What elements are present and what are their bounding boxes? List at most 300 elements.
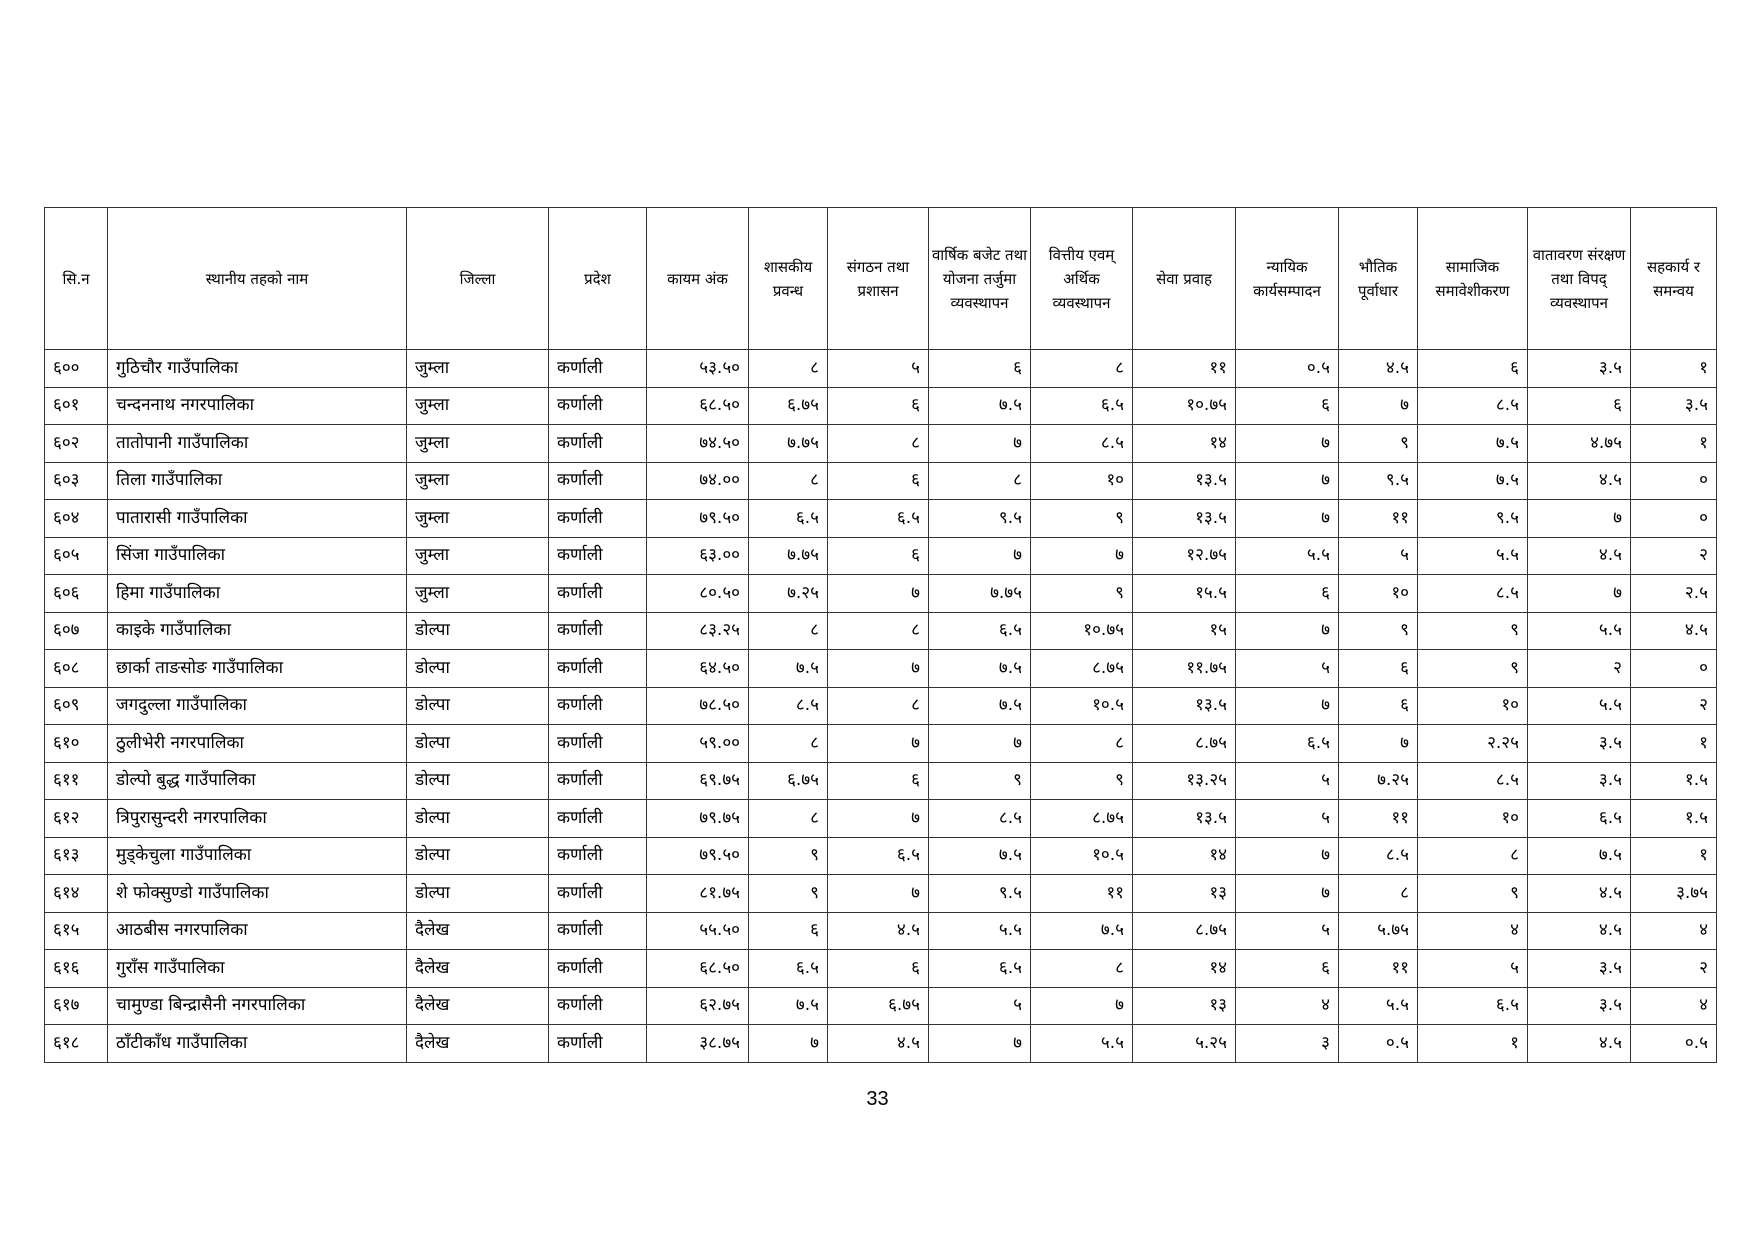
table-cell: ८ xyxy=(1339,875,1418,913)
table-cell: ७ xyxy=(1528,575,1631,613)
table-cell: ५ xyxy=(929,987,1031,1025)
table-cell: ११ xyxy=(1339,500,1418,538)
table-cell: ५.५ xyxy=(1528,687,1631,725)
table-cell: ३.५ xyxy=(1528,762,1631,800)
table-cell: कर्णाली xyxy=(549,875,647,913)
table-cell: ७८.५० xyxy=(647,687,749,725)
table-cell: ४ xyxy=(1418,912,1528,950)
table-cell: ८.५ xyxy=(1031,425,1133,463)
table-cell: ८ xyxy=(749,725,828,763)
table-cell: ६०९ xyxy=(45,687,108,725)
table-cell: ७ xyxy=(828,875,929,913)
table-cell: ६.५ xyxy=(1031,387,1133,425)
column-header: शासकीय प्रवन्ध xyxy=(749,208,828,350)
table-cell: कर्णाली xyxy=(549,350,647,388)
table-cell: ४.५ xyxy=(1528,537,1631,575)
column-header: न्यायिक कार्यसम्पादन xyxy=(1236,208,1339,350)
table-cell: ४ xyxy=(1631,987,1717,1025)
table-cell: कर्णाली xyxy=(549,425,647,463)
table-cell: ९ xyxy=(1031,575,1133,613)
table-cell: मुड्केचुला गाउँपालिका xyxy=(108,837,407,875)
table-cell: ७ xyxy=(828,800,929,838)
table-cell: जुम्ला xyxy=(407,537,549,575)
header-row xyxy=(45,208,1717,350)
table-cell: ४.५ xyxy=(1528,462,1631,500)
table-cell: कर्णाली xyxy=(549,800,647,838)
table-cell: ७९.५० xyxy=(647,500,749,538)
table-cell: २.२५ xyxy=(1418,725,1528,763)
table-cell: ६.७५ xyxy=(749,762,828,800)
table-cell: १०.७५ xyxy=(1031,612,1133,650)
table-cell: ७ xyxy=(1031,537,1133,575)
table-cell: ७.७५ xyxy=(929,575,1031,613)
table-cell: ८.५ xyxy=(1418,762,1528,800)
column-header: स्थानीय तहको नाम xyxy=(108,208,407,350)
table-cell: ६.५ xyxy=(1418,987,1528,1025)
table-cell: ४.७५ xyxy=(1528,425,1631,463)
table-row xyxy=(45,950,1717,988)
column-header: सि.न xyxy=(45,208,108,350)
table-cell: २ xyxy=(1631,950,1717,988)
table-cell: ८१.७५ xyxy=(647,875,749,913)
table-cell: ६ xyxy=(1339,650,1418,688)
table-cell: १ xyxy=(1631,350,1717,388)
table-cell: १.५ xyxy=(1631,762,1717,800)
table-cell: ४.५ xyxy=(1631,612,1717,650)
table-cell: १४ xyxy=(1133,950,1236,988)
table-cell: ७४.०० xyxy=(647,462,749,500)
table-cell: ७.५ xyxy=(749,987,828,1025)
column-header: वार्षिक बजेट तथा योजना तर्जुमा व्यवस्थापन xyxy=(929,208,1031,350)
table-cell: कर्णाली xyxy=(549,387,647,425)
table-cell: ८ xyxy=(749,462,828,500)
table-cell: ९ xyxy=(1339,612,1418,650)
table-cell: चामुण्डा बिन्द्रासैनी नगरपालिका xyxy=(108,987,407,1025)
table-cell: १५ xyxy=(1133,612,1236,650)
table-cell: ९.५ xyxy=(1339,462,1418,500)
table-cell: ७.५ xyxy=(749,650,828,688)
table-cell: कर्णाली xyxy=(549,987,647,1025)
table-row xyxy=(45,387,1717,425)
table-cell: ७.५ xyxy=(929,687,1031,725)
table-cell: २ xyxy=(1631,537,1717,575)
table-cell: १४ xyxy=(1133,837,1236,875)
table-cell: ८ xyxy=(1031,950,1133,988)
table-cell: ७.७५ xyxy=(749,425,828,463)
table-cell: ३ xyxy=(1236,1025,1339,1063)
table-cell: ९ xyxy=(749,837,828,875)
table-row xyxy=(45,837,1717,875)
table-cell: ७.५ xyxy=(929,650,1031,688)
table-cell: चन्दननाथ नगरपालिका xyxy=(108,387,407,425)
table-cell: ७ xyxy=(929,425,1031,463)
table-cell: ६१६ xyxy=(45,950,108,988)
table-cell: १०.५ xyxy=(1031,687,1133,725)
table-cell: ७ xyxy=(1236,612,1339,650)
table-cell: ६.५ xyxy=(749,950,828,988)
table-cell: ६०५ xyxy=(45,537,108,575)
table-cell: ७९.५० xyxy=(647,837,749,875)
column-header: प्रदेश xyxy=(549,208,647,350)
table-cell: ६ xyxy=(1236,575,1339,613)
column-header: कायम अंक xyxy=(647,208,749,350)
table-cell: ५ xyxy=(828,350,929,388)
table-cell: शे फोक्सुण्डो गाउँपालिका xyxy=(108,875,407,913)
table-cell: ०.५ xyxy=(1236,350,1339,388)
table-row xyxy=(45,612,1717,650)
table-cell: कर्णाली xyxy=(549,687,647,725)
table-cell: ४.५ xyxy=(1339,350,1418,388)
table-cell: ४ xyxy=(1236,987,1339,1025)
table-cell: ६१५ xyxy=(45,912,108,950)
table-cell: ८.५ xyxy=(749,687,828,725)
table-cell: ८०.५० xyxy=(647,575,749,613)
table-cell: १३.५ xyxy=(1133,500,1236,538)
table-cell: ६१८ xyxy=(45,1025,108,1063)
table-cell: ६२.७५ xyxy=(647,987,749,1025)
table-cell: ८.५ xyxy=(929,800,1031,838)
table-cell: ६०२ xyxy=(45,425,108,463)
table-cell: ५५.५० xyxy=(647,912,749,950)
table-cell: ७ xyxy=(828,725,929,763)
table-cell: ९ xyxy=(1031,500,1133,538)
table-cell: ५.५ xyxy=(1528,612,1631,650)
table-cell: ६ xyxy=(828,950,929,988)
table-cell: ३.५ xyxy=(1631,387,1717,425)
table-cell: हिमा गाउँपालिका xyxy=(108,575,407,613)
table-cell: ६.५ xyxy=(929,612,1031,650)
table-cell: डोल्पा xyxy=(407,875,549,913)
table-cell: कर्णाली xyxy=(549,575,647,613)
table-cell: ६४.५० xyxy=(647,650,749,688)
table-cell: कर्णाली xyxy=(549,650,647,688)
table-cell: ११ xyxy=(1339,800,1418,838)
table-cell: ६०१ xyxy=(45,387,108,425)
table-cell: १० xyxy=(1339,575,1418,613)
table-cell: कर्णाली xyxy=(549,537,647,575)
table-cell: कर्णाली xyxy=(549,1025,647,1063)
table-row xyxy=(45,725,1717,763)
table-cell: ६१२ xyxy=(45,800,108,838)
table-cell: ० xyxy=(1631,650,1717,688)
table-cell: ७ xyxy=(1339,725,1418,763)
table-cell: ६१७ xyxy=(45,987,108,1025)
table-cell: ८ xyxy=(749,612,828,650)
table-cell: ० xyxy=(1631,462,1717,500)
table-cell: ६.५ xyxy=(828,500,929,538)
table-cell: दैलेख xyxy=(407,987,549,1025)
table-cell: ८ xyxy=(828,425,929,463)
table-cell: २.५ xyxy=(1631,575,1717,613)
column-header: जिल्ला xyxy=(407,208,549,350)
table-row xyxy=(45,462,1717,500)
table-cell: ६३.०० xyxy=(647,537,749,575)
table-row xyxy=(45,987,1717,1025)
table-cell: १२.७५ xyxy=(1133,537,1236,575)
table-cell: ८ xyxy=(1418,837,1528,875)
table-cell: १५.५ xyxy=(1133,575,1236,613)
table-cell: ८ xyxy=(749,800,828,838)
table-cell: ९ xyxy=(1418,650,1528,688)
table-cell: ६१० xyxy=(45,725,108,763)
table-cell: ६०७ xyxy=(45,612,108,650)
table-cell: १३.२५ xyxy=(1133,762,1236,800)
table-cell: ६०० xyxy=(45,350,108,388)
table-cell: ६.५ xyxy=(1528,800,1631,838)
table-cell: ७.५ xyxy=(1031,912,1133,950)
table-cell: ६८.५० xyxy=(647,950,749,988)
table-cell: १ xyxy=(1631,425,1717,463)
table-cell: ६.७५ xyxy=(749,387,828,425)
table-cell: ५ xyxy=(1236,800,1339,838)
table-cell: ८.५ xyxy=(1418,387,1528,425)
table-cell: ८.७५ xyxy=(1133,725,1236,763)
table-cell: ७ xyxy=(1031,987,1133,1025)
table-cell: ९ xyxy=(929,762,1031,800)
table-cell: ८ xyxy=(1031,350,1133,388)
table-row xyxy=(45,875,1717,913)
table-cell: ७ xyxy=(1339,387,1418,425)
table-cell: डोल्पा xyxy=(407,762,549,800)
table-cell: सिंजा गाउँपालिका xyxy=(108,537,407,575)
table-row xyxy=(45,650,1717,688)
table-cell: ४.५ xyxy=(828,1025,929,1063)
table-cell: ७ xyxy=(929,1025,1031,1063)
table-cell: ८ xyxy=(1031,725,1133,763)
table-cell: ६.५ xyxy=(749,500,828,538)
table-cell: ५.२५ xyxy=(1133,1025,1236,1063)
table-cell: ७ xyxy=(828,650,929,688)
table-cell: २ xyxy=(1631,687,1717,725)
table-cell: ठाँटीकाँध गाउँपालिका xyxy=(108,1025,407,1063)
table-row xyxy=(45,350,1717,388)
table-cell: ४ xyxy=(1631,912,1717,950)
table-cell: ६.५ xyxy=(1236,725,1339,763)
table-cell: ८.५ xyxy=(1418,575,1528,613)
table-cell: जुम्ला xyxy=(407,500,549,538)
table-cell: ६ xyxy=(749,912,828,950)
table-cell: ११ xyxy=(1031,875,1133,913)
table-row xyxy=(45,912,1717,950)
table-cell: ७ xyxy=(1236,687,1339,725)
table-cell: १०.५ xyxy=(1031,837,1133,875)
table-cell: ७ xyxy=(1236,500,1339,538)
table-cell: कर्णाली xyxy=(549,837,647,875)
table-cell: १३.५ xyxy=(1133,687,1236,725)
table-cell: डोल्पा xyxy=(407,650,549,688)
table-cell: ०.५ xyxy=(1631,1025,1717,1063)
table-cell: जुम्ला xyxy=(407,462,549,500)
table-cell: आठबीस नगरपालिका xyxy=(108,912,407,950)
table-cell: १०.७५ xyxy=(1133,387,1236,425)
table-cell: डोल्पा xyxy=(407,612,549,650)
table-cell: डोल्पो बुद्ध गाउँपालिका xyxy=(108,762,407,800)
table-cell: १३.५ xyxy=(1133,800,1236,838)
table-cell: ५.५ xyxy=(1339,987,1418,1025)
table-row xyxy=(45,762,1717,800)
table-cell: ३.५ xyxy=(1528,987,1631,1025)
table-cell: ६ xyxy=(828,537,929,575)
table-cell: ६०४ xyxy=(45,500,108,538)
column-header: सामाजिक समावेशीकरण xyxy=(1418,208,1528,350)
table-cell: ७.५ xyxy=(929,387,1031,425)
table-cell: ६ xyxy=(1339,687,1418,725)
table-cell: १ xyxy=(1418,1025,1528,1063)
table-cell: ६ xyxy=(828,762,929,800)
table-cell: ७ xyxy=(828,575,929,613)
table-cell: ७.२५ xyxy=(749,575,828,613)
table-cell: ८३.२५ xyxy=(647,612,749,650)
column-header: वातावरण संरक्षण तथा विपद् व्यवस्थापन xyxy=(1528,208,1631,350)
table-cell: ८ xyxy=(749,350,828,388)
table-cell: कर्णाली xyxy=(549,612,647,650)
table-cell: ० xyxy=(1631,500,1717,538)
page-number: 33 xyxy=(866,1088,889,1110)
table-cell: ५ xyxy=(1339,537,1418,575)
table-cell: ७.५ xyxy=(929,837,1031,875)
table-cell: डोल्पा xyxy=(407,725,549,763)
table-cell: ८ xyxy=(828,612,929,650)
table-cell: दैलेख xyxy=(407,912,549,950)
table-cell: कर्णाली xyxy=(549,462,647,500)
table-cell: ५ xyxy=(1236,762,1339,800)
table-cell: जुम्ला xyxy=(407,387,549,425)
table-cell: ६ xyxy=(1236,950,1339,988)
column-header: सेवा प्रवाह xyxy=(1133,208,1236,350)
column-header: वित्तीय एवम् अर्थिक व्यवस्थापन xyxy=(1031,208,1133,350)
table-cell: ७.५ xyxy=(1418,425,1528,463)
table-cell: ८.७५ xyxy=(1031,800,1133,838)
table-cell: ९.५ xyxy=(929,875,1031,913)
table-cell: ८ xyxy=(828,687,929,725)
table-cell: ३८.७५ xyxy=(647,1025,749,1063)
table-cell: डोल्पा xyxy=(407,837,549,875)
table-cell: ९.५ xyxy=(929,500,1031,538)
table-cell: ९ xyxy=(1418,875,1528,913)
table-cell: ४.५ xyxy=(828,912,929,950)
table-cell: त्रिपुरासुन्दरी नगरपालिका xyxy=(108,800,407,838)
table-cell: १ xyxy=(1631,725,1717,763)
table-cell: १४ xyxy=(1133,425,1236,463)
table-cell: १० xyxy=(1031,462,1133,500)
table-cell: ११ xyxy=(1133,350,1236,388)
table-cell: ५ xyxy=(1236,650,1339,688)
table-cell: ६ xyxy=(828,462,929,500)
table-cell: ६०६ xyxy=(45,575,108,613)
table-cell: ७.२५ xyxy=(1339,762,1418,800)
table-cell: ५३.५० xyxy=(647,350,749,388)
table-cell: ७.५ xyxy=(1528,837,1631,875)
table-cell: ६९.७५ xyxy=(647,762,749,800)
table-row xyxy=(45,537,1717,575)
table-cell: दैलेख xyxy=(407,1025,549,1063)
table-cell: तिला गाउँपालिका xyxy=(108,462,407,500)
table-cell: ७ xyxy=(929,725,1031,763)
column-header: भौतिक पूर्वाधार xyxy=(1339,208,1418,350)
table-cell: १ xyxy=(1631,837,1717,875)
table-cell: काइके गाउँपालिका xyxy=(108,612,407,650)
table-cell: दैलेख xyxy=(407,950,549,988)
table-cell: ३.७५ xyxy=(1631,875,1717,913)
table-body xyxy=(45,350,1717,1063)
table-cell: ६८.५० xyxy=(647,387,749,425)
table-cell: ६०८ xyxy=(45,650,108,688)
table-cell: कर्णाली xyxy=(549,912,647,950)
table-row xyxy=(45,500,1717,538)
table-cell: जुम्ला xyxy=(407,575,549,613)
table-cell: ६ xyxy=(929,350,1031,388)
table-cell: गुराँस गाउँपालिका xyxy=(108,950,407,988)
table-row xyxy=(45,425,1717,463)
table-cell: ४.५ xyxy=(1528,1025,1631,1063)
table-cell: ठुलीभेरी नगरपालिका xyxy=(108,725,407,763)
table-cell: ७ xyxy=(929,537,1031,575)
table-cell: ७ xyxy=(1236,462,1339,500)
table-cell: कर्णाली xyxy=(549,725,647,763)
table-cell: गुठिचौर गाउँपालिका xyxy=(108,350,407,388)
table-cell: जुम्ला xyxy=(407,425,549,463)
table-cell: ७.७५ xyxy=(749,537,828,575)
column-header: सहकार्य र समन्वय xyxy=(1631,208,1717,350)
table-cell: ६११ xyxy=(45,762,108,800)
table-cell: ९ xyxy=(749,875,828,913)
table-cell: ५.७५ xyxy=(1339,912,1418,950)
table-cell: ११.७५ xyxy=(1133,650,1236,688)
table-cell: ९.५ xyxy=(1418,500,1528,538)
table-cell: ७ xyxy=(1236,875,1339,913)
table-cell: जगदुल्ला गाउँपालिका xyxy=(108,687,407,725)
column-header: संगठन तथा प्रशासन xyxy=(828,208,929,350)
table-cell: ६ xyxy=(1418,350,1528,388)
table-cell: ६.५ xyxy=(929,950,1031,988)
table-cell: ५.५ xyxy=(1418,537,1528,575)
table-cell: ७ xyxy=(749,1025,828,1063)
table-row xyxy=(45,1025,1717,1063)
table-cell: ९ xyxy=(1339,425,1418,463)
table-row xyxy=(45,687,1717,725)
table-cell: ६ xyxy=(828,387,929,425)
table-cell: ३.५ xyxy=(1528,350,1631,388)
table-cell: ६ xyxy=(1236,387,1339,425)
table-cell: ६१४ xyxy=(45,875,108,913)
table-row xyxy=(45,800,1717,838)
table-cell: ६०३ xyxy=(45,462,108,500)
table-cell: ७ xyxy=(1236,425,1339,463)
table-cell: १० xyxy=(1418,687,1528,725)
table-cell: ०.५ xyxy=(1339,1025,1418,1063)
table-cell: ५ xyxy=(1418,950,1528,988)
table-cell: पातारासी गाउँपालिका xyxy=(108,500,407,538)
table-cell: तातोपानी गाउँपालिका xyxy=(108,425,407,463)
table-cell: ५९.०० xyxy=(647,725,749,763)
table-cell: ३.५ xyxy=(1528,725,1631,763)
table-cell: ७.५ xyxy=(1418,462,1528,500)
table-cell: ९ xyxy=(1031,762,1133,800)
table-cell: १३ xyxy=(1133,987,1236,1025)
table-cell: ३.५ xyxy=(1528,950,1631,988)
table-cell: ७ xyxy=(1528,500,1631,538)
table-cell: ५.५ xyxy=(1031,1025,1133,1063)
table-cell: ६१३ xyxy=(45,837,108,875)
table-cell: ७९.७५ xyxy=(647,800,749,838)
table-cell: डोल्पा xyxy=(407,687,549,725)
table-cell: ५.५ xyxy=(929,912,1031,950)
table-cell: १.५ xyxy=(1631,800,1717,838)
table-cell: १३.५ xyxy=(1133,462,1236,500)
table-cell: कर्णाली xyxy=(549,950,647,988)
table-cell: ४.५ xyxy=(1528,875,1631,913)
table-cell: १० xyxy=(1418,800,1528,838)
